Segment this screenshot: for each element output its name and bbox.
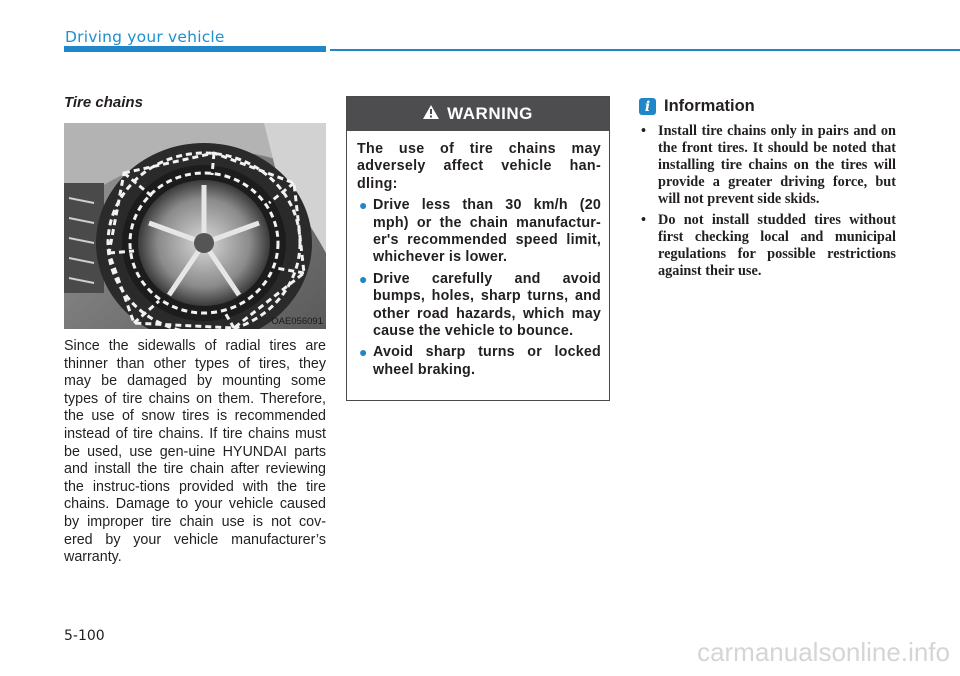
warning-label: WARNING	[447, 104, 533, 123]
information-item-text: Install tire chains only in pairs and on the front tires. It should be noted that installing tire chains on the tires will provide a greater driving force, but will not prevent side skids.	[658, 123, 896, 207]
watermark: carmanualsonline.info	[697, 637, 950, 667]
warning-item	[357, 271, 601, 341]
warning-item-text: Drive carefully and avoid bumps, holes, sharp turns, and other road hazards, which may cause the vehicle to bounce.	[373, 270, 601, 340]
warning-item-text: Avoid sharp turns or locked wheel braking.	[373, 344, 601, 378]
image-code: OAE056091	[271, 316, 323, 327]
warning-triangle-icon	[423, 104, 439, 124]
warning-item-text: Drive less than 30 km/h (20 mph) or the chain manufactur-er's recommended speed limit, whichever is lower.	[373, 197, 601, 266]
header-rule	[330, 49, 960, 51]
warning-item	[357, 197, 601, 267]
information-item	[639, 123, 896, 208]
information-list	[639, 123, 896, 284]
information-item-text: Do not install studded tires without first checking local and municipal regulations for possible restrictions against their use.	[658, 212, 896, 279]
tire-chain-illustration	[64, 123, 326, 329]
bullet-icon: ●	[359, 270, 368, 287]
header-accent-bar	[64, 46, 326, 52]
bullet-icon: ●	[359, 197, 368, 214]
information-title: Information	[664, 97, 755, 115]
warning-item	[357, 344, 601, 379]
tire-chains-body: Since the sidewalls of radial tires are thinner than other types of tires, they may be damaged by mounting some types of tire chains on them. Therefore, the use of snow tires is recommended instead of tire chains. If tire chains must be used, use gen-uine HYUNDAI parts and install the tire chain after reviewing the instruc-tions provided with the tire chains. Damage to your vehicle caused by improper tire chain use is not cov-ered by your vehicle manufacturer’s warranty.	[64, 338, 326, 566]
section-header-title: Driving your vehicle	[65, 28, 225, 46]
warning-box	[346, 96, 610, 401]
warning-body	[347, 131, 609, 379]
information-header	[639, 97, 755, 116]
information-item	[639, 212, 896, 280]
bullet-icon: •	[641, 212, 647, 228]
warning-intro: The use of tire chains may adversely affect vehicle han-dling:	[357, 141, 601, 192]
bullet-icon: •	[641, 123, 647, 139]
tire-chain-photo	[64, 123, 326, 329]
tire-chains-title: Tire chains	[64, 94, 143, 111]
warning-header	[347, 97, 609, 131]
page-number: 5-100	[64, 628, 105, 644]
bullet-icon: ●	[359, 344, 368, 361]
info-icon: i	[639, 98, 656, 115]
